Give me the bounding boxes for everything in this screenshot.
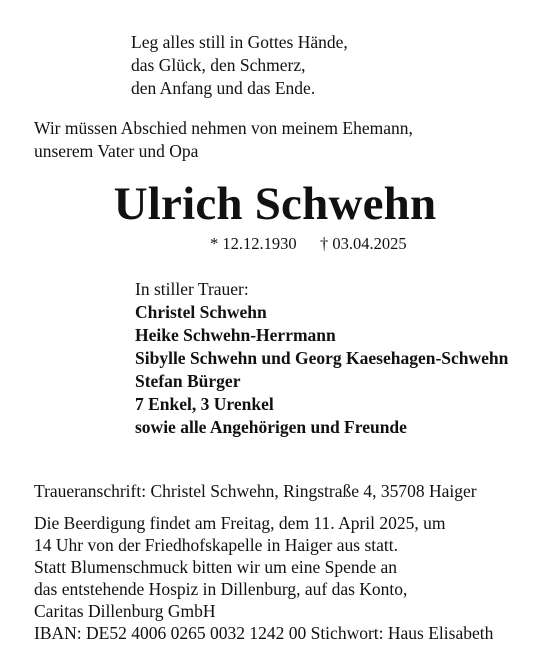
mourning-address: Traueranschrift: Christel Schwehn, Ringstraße 4, 35708 Haiger — [34, 481, 477, 501]
mourners-list — [135, 301, 508, 439]
details-line: Statt Blumenschmuck bitten wir um eine Spende an — [34, 557, 398, 577]
details-line: Caritas Dillenburg GmbH — [34, 601, 216, 621]
mourner: Stefan Bürger — [135, 371, 241, 391]
birth-date: * 12.12.1930 — [210, 234, 297, 253]
mourner: 7 Enkel, 3 Urenkel — [135, 394, 274, 414]
poem-line: Leg alles still in Gottes Hände, — [131, 32, 348, 52]
intro-text — [34, 117, 413, 163]
intro-line: unserem Vater und Opa — [34, 141, 199, 161]
details-line: Die Beerdigung findet am Freitag, dem 11. April 2025, um — [34, 513, 446, 533]
spacer — [34, 502, 493, 512]
mourner: sowie alle Angehörigen und Freunde — [135, 417, 407, 437]
poem — [131, 31, 348, 100]
footer-info — [34, 480, 493, 644]
mourner: Christel Schwehn — [135, 302, 267, 322]
intro-line: Wir müssen Abschied nehmen von meinem Ehemann, — [34, 118, 413, 138]
mourner: Heike Schwehn-Herrmann — [135, 325, 336, 345]
death-date: † 03.04.2025 — [320, 234, 407, 253]
poem-line: das Glück, den Schmerz, — [131, 55, 306, 75]
details-line: 14 Uhr von der Friedhofskapelle in Haiger aus statt. — [34, 535, 399, 555]
details-line: das entstehende Hospiz in Dillenburg, auf das Konto, — [34, 579, 408, 599]
mourner: Sibylle Schwehn und Georg Kaesehagen-Schwehn — [135, 348, 509, 368]
iban-line: IBAN: DE52 4006 0265 0032 1242 00 Stichwort: Haus Elisabeth — [34, 623, 494, 643]
deceased-name: Ulrich Schwehn — [113, 178, 437, 230]
mourning-label: In stiller Trauer: — [135, 279, 249, 299]
poem-line: den Anfang und das Ende. — [131, 78, 316, 98]
